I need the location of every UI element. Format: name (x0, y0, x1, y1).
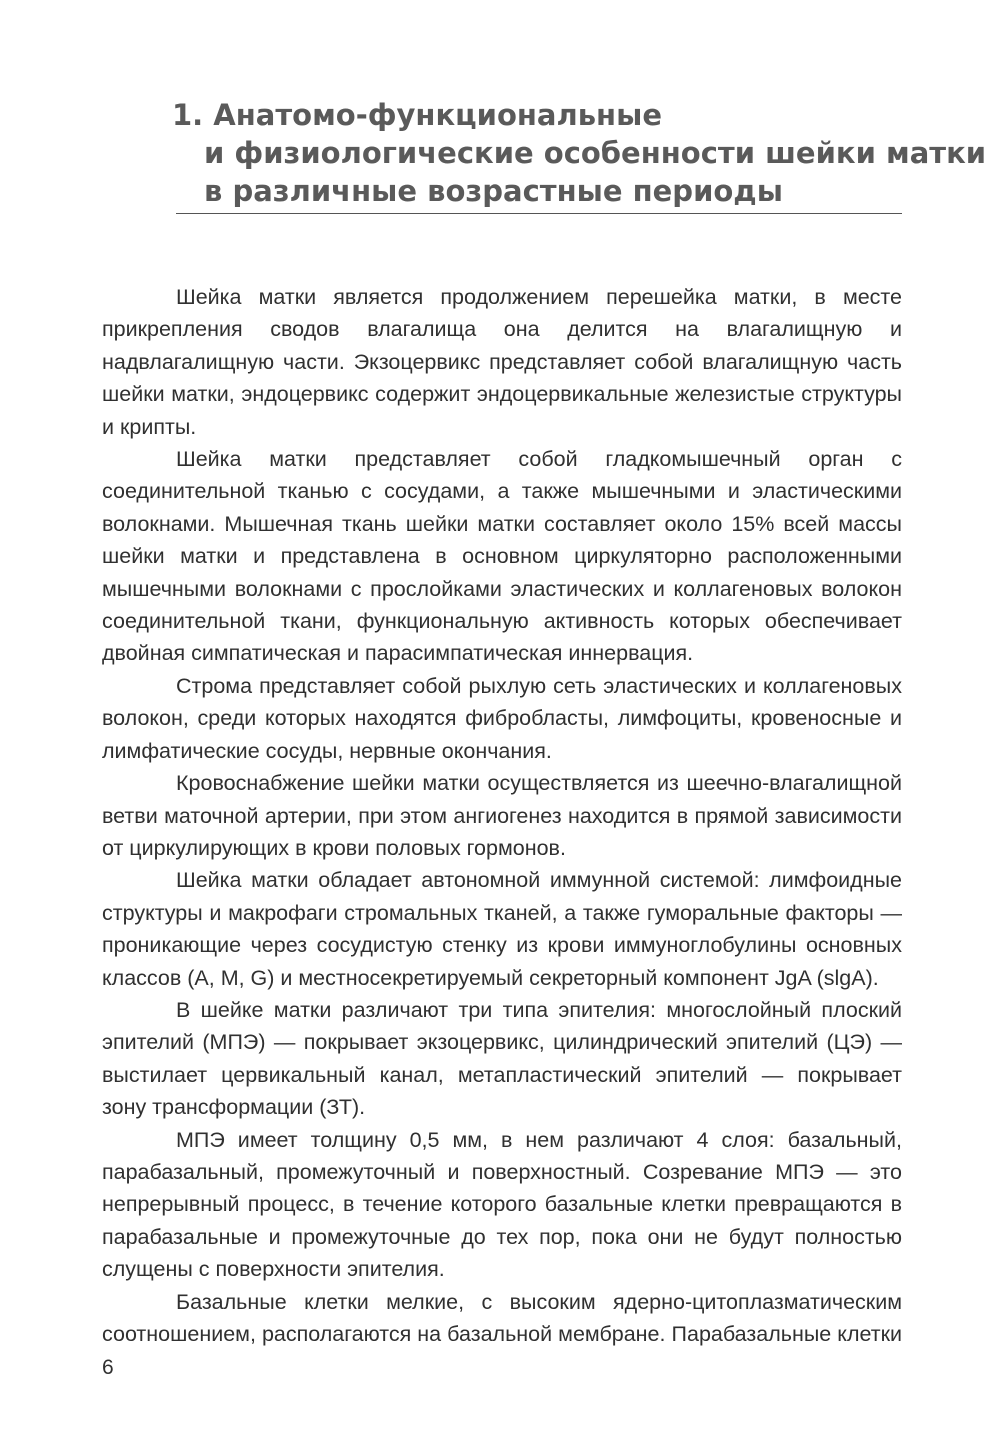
paragraph: Базальные клетки мелкие, с высоким ядерно-цитоплазматическим соотношением, располагаются на базальной мембране. Парабазальные клетки (102, 1289, 902, 1346)
heading-line-1: 1. Анатомо-функциональные (172, 98, 662, 132)
chapter-heading (172, 96, 987, 210)
heading-line-2: и физиологические особенности шейки матки (204, 136, 987, 170)
paragraph: МПЭ имеет толщину 0,5 мм, в нем различают 4 слоя: базальный, парабазальный, промежуточный и поверхностный. Созревание МПЭ — это непрерывный процесс, в течение которого базальные клетки превращаются в парабазальные и промежуточные до тех пор, пока они не будут полностью слущены с поверхности эпителия. (102, 1127, 902, 1282)
heading-underline-divider (176, 213, 902, 214)
page-number: 6 (102, 1356, 114, 1379)
paragraph: Кровоснабжение шейки матки осуществляется из шеечно-влагалищной ветви маточной артерии, при этом ангиогенез находится в прямой зависимости от циркулирующих в крови половых гормонов. (102, 771, 902, 860)
paragraph: Шейка матки обладает автономной иммунной системой: лимфоидные структуры и макрофаги стромальных тканей, а также гуморальные факторы — проникающие через сосудистую стенку из крови иммуноглобулины основных классов (A, M, G) и местносекретируемый секреторный компонент JgA (slgA). (102, 868, 902, 990)
paragraph: Шейка матки представляет собой гладкомышечный орган с соединительной тканью с сосудами, а также мышечными и эластическими волокнами. Мышечная ткань шейки матки составляет около 15% всей массы шейки матки и представлена в основном циркуляторно расположенными мышечными волокнами с прослойками эластических и коллагеновых волокон соединительной ткани, функциональную активность которых обеспечивает двойная симпатическая и парасимпатическая иннервация. (102, 447, 902, 666)
paragraph: Шейка матки является продолжением перешейка матки, в месте прикрепления сводов влагалища она делится на влагалищную и надвлагалищную части. Экзоцервикс представляет собой влагалищную часть шейки матки, эндоцервикс содержит эндоцервикальные железистые структуры и крипты. (102, 285, 902, 439)
paragraph: Строма представляет собой рыхлую сеть эластических и коллагеновых волокон, среди которых находятся фибробласты, лимфоциты, кровеносные и лимфатические сосуды, нервные окончания. (102, 673, 902, 763)
body-text (102, 281, 902, 1350)
paragraph: В шейке матки различают три типа эпителия: многослойный плоский эпителий (МПЭ) — покрывает экзоцервикс, цилиндрический эпителий (ЦЭ) — выстилает цервикальный канал, метапластический эпителий — покрывает зону трансформации (ЗТ). (102, 997, 902, 1120)
heading-line-3: в различные возрастные периоды (204, 174, 783, 208)
